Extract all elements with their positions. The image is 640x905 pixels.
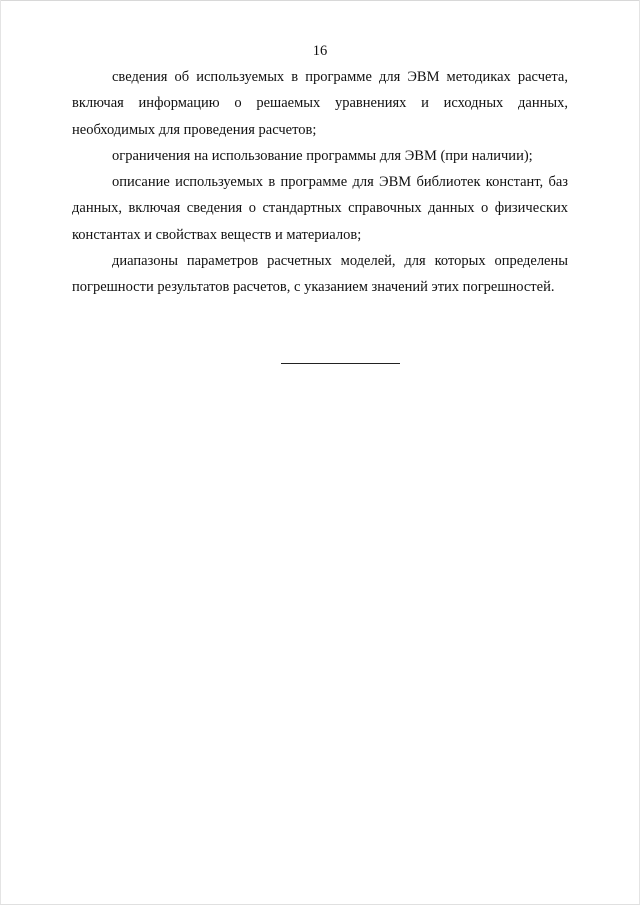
page-number: 16 <box>312 43 328 59</box>
paragraph-parameter-ranges: диапазоны параметров расчетных моделей, для которых определены погрешности результатов расчетов, с указанием значений этих погрешностей. <box>72 253 568 296</box>
scan-edge-top <box>0 0 640 1</box>
document-body <box>72 64 568 301</box>
end-separator-line <box>281 363 400 364</box>
scan-edge-left <box>0 0 1 905</box>
paragraph-calculation-methods: сведения об используемых в программе для ЭВМ методиках расчета, включая информацию о решаемых уравнениях и исходных данных, необходимых для проведения расчетов; <box>72 69 568 138</box>
paragraph-constant-libraries: описание используемых в программе для ЭВМ библиотек констант, баз данных, включая сведения о стандартных справочных данных о физических константах и свойствах веществ и материалов; <box>72 174 568 243</box>
paragraph-usage-restrictions: ограничения на использование программы для ЭВМ (при наличии); <box>112 147 533 164</box>
